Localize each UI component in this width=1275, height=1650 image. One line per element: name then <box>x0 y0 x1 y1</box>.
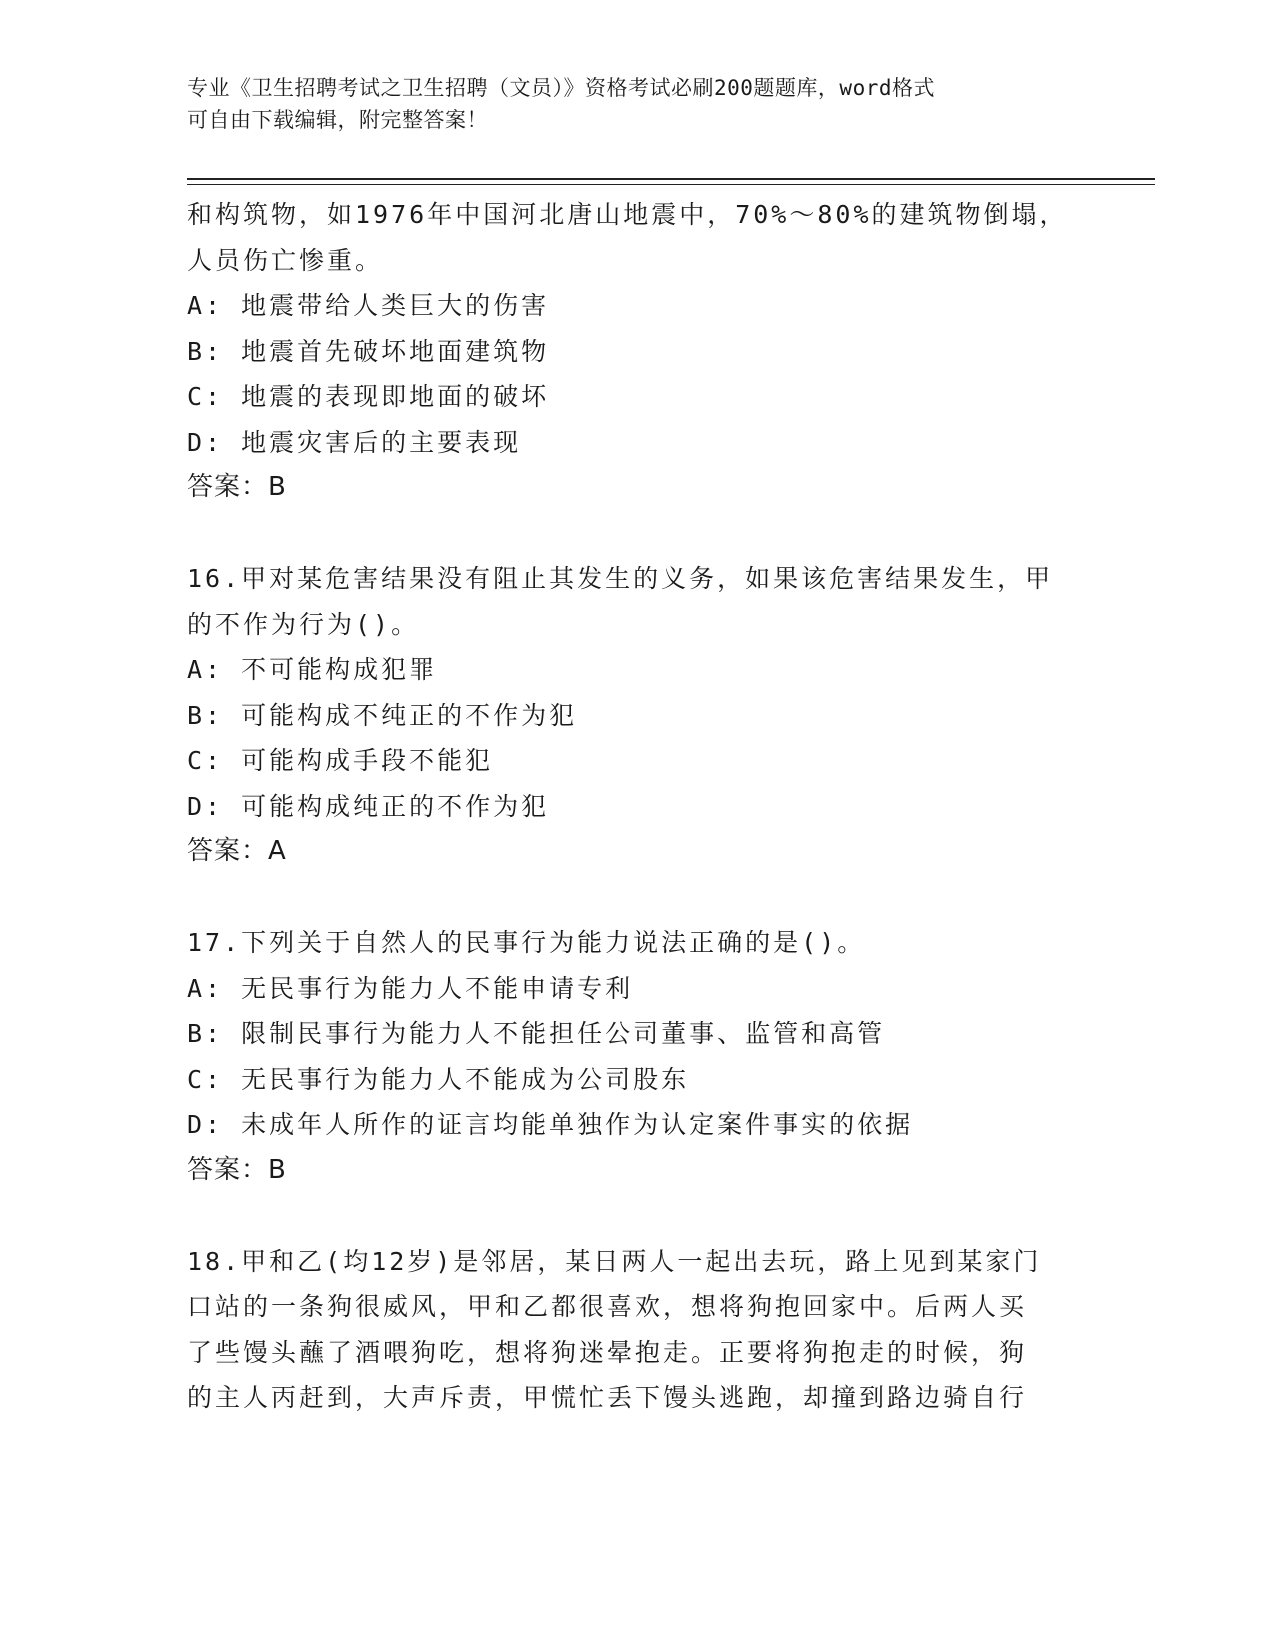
option-c: C: 可能构成手段不能犯 <box>187 746 494 775</box>
option-c: C: 地震的表现即地面的破坏 <box>187 382 550 411</box>
header-title-line2: 可自由下载编辑，附完整答案！ <box>187 108 488 132</box>
option-c: C: 无民事行为能力人不能成为公司股东 <box>187 1064 690 1094</box>
header-divider-thin <box>187 184 1155 185</box>
header-title-line1: 专业《卫生招聘考试之卫生招聘（文员）》资格考试必刷200题题库，word格式 <box>187 76 935 100</box>
option-b: B: 地震首先破坏地面建筑物 <box>187 336 550 366</box>
question-stem-line: 和构筑物，如1976年中国河北唐山地震中，70%～80%的建筑物倒塌， <box>187 200 1068 229</box>
option-b: B: 限制民事行为能力人不能担任公司董事、监管和高管 <box>187 1019 886 1048</box>
option-a: A: 地震带给人类巨大的伤害 <box>187 291 550 320</box>
option-b: B: 可能构成不纯正的不作为犯 <box>187 700 578 730</box>
question-stem-line: 18.甲和乙(均12岁)是邻居，某日两人一起出去玩，路上见到某家门 <box>187 1246 1042 1276</box>
question-stem-line: 16.甲对某危害结果没有阻止其发生的义务，如果该危害结果发生，甲 <box>187 564 1054 593</box>
spacer <box>187 511 1087 557</box>
option-d: D: 可能构成纯正的不作为犯 <box>187 791 550 821</box>
question-16 <box>187 556 1087 875</box>
answer-line: 答案：A <box>187 836 287 866</box>
option-a: A: 不可能构成犯罪 <box>187 655 438 684</box>
answer-line: 答案：B <box>187 472 287 502</box>
question-stem-line: 的不作为行为()。 <box>187 609 420 639</box>
question-stem-line: 人员伤亡惨重。 <box>187 245 384 275</box>
question-15 <box>187 192 1087 511</box>
option-d: D: 未成年人所作的证言均能单独作为认定案件事实的依据 <box>187 1110 914 1139</box>
answer-line: 答案：B <box>187 1154 287 1185</box>
question-stem-line: 了些馒头蘸了酒喂狗吃，想将狗迷晕抱走。正要将狗抱走的时候，狗 <box>187 1337 1028 1367</box>
question-17 <box>187 920 1087 1193</box>
page-header <box>187 72 1087 136</box>
header-divider-thick <box>187 178 1155 180</box>
option-d: D: 地震灾害后的主要表现 <box>187 427 522 457</box>
question-18 <box>187 1239 1087 1421</box>
question-stem-line: 的主人丙赶到，大声斥责，甲慌忙丢下馒头逃跑，却撞到路边骑自行 <box>187 1383 1028 1412</box>
option-a: A: 无民事行为能力人不能申请专利 <box>187 973 634 1003</box>
spacer <box>187 1193 1087 1239</box>
question-stem-line: 17.下列关于自然人的民事行为能力说法正确的是()。 <box>187 928 866 957</box>
spacer <box>187 875 1087 921</box>
question-stem-line: 口站的一条狗很威风，甲和乙都很喜欢，想将狗抱回家中。后两人买 <box>187 1292 1028 1321</box>
question-content <box>187 192 1087 1421</box>
